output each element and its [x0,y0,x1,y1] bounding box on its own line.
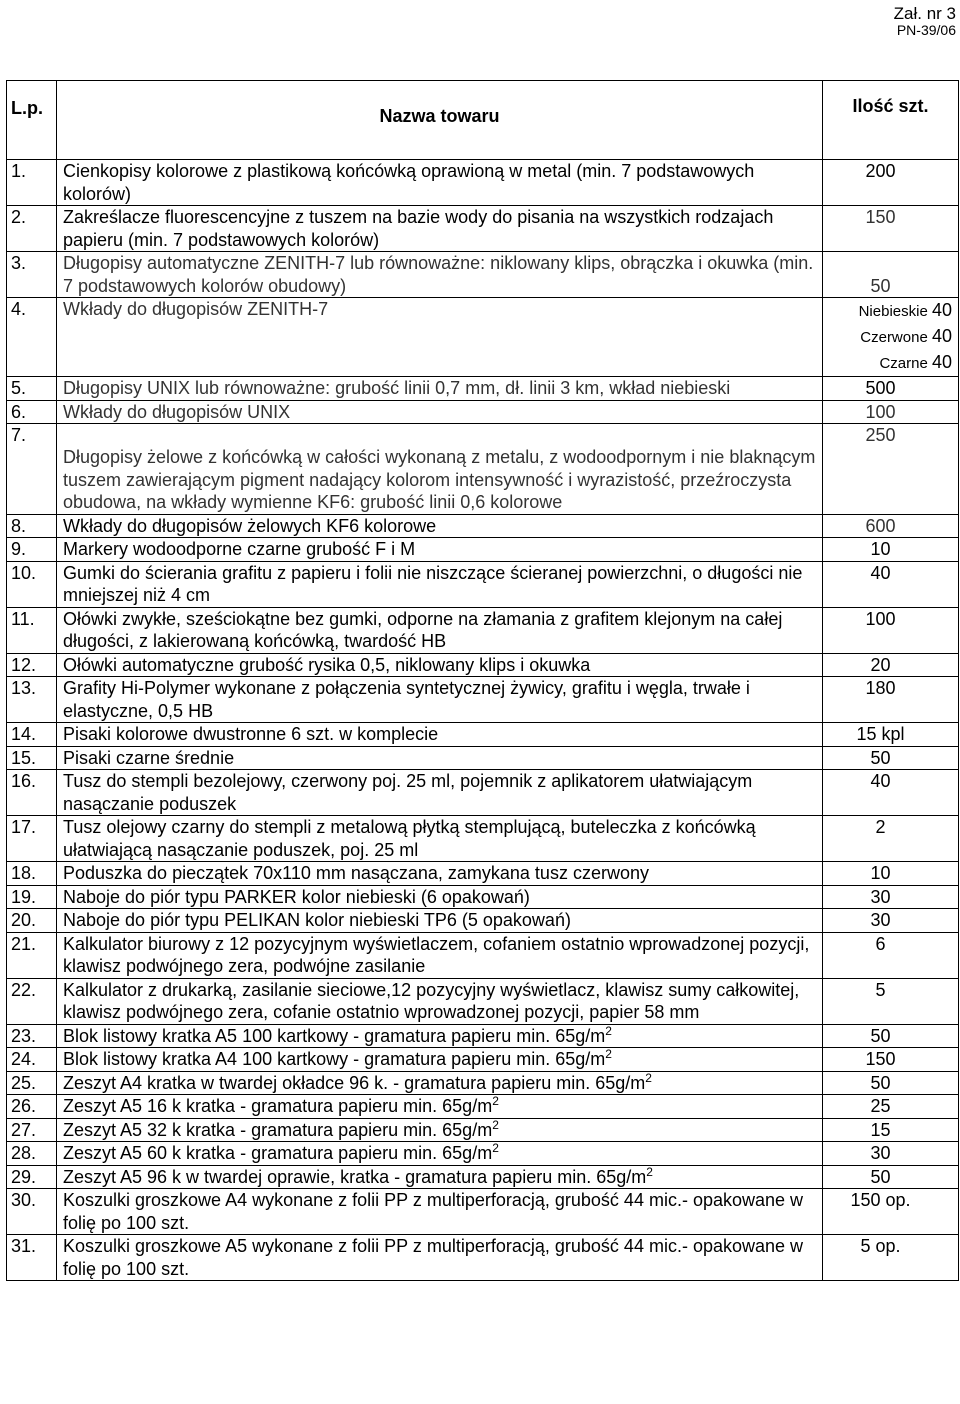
item-quantity: 10 [823,538,959,562]
quantity-value: 40 [931,352,952,372]
item-name-text: Koszulki groszkowe A5 wykonane z folii PP z multiperforacją, grubość 44 mic.- opakowane w folię po 100 szt. [63,1236,804,1279]
item-name-text: Ołówki zwykłe, sześciokątne bez gumki, odporne na złamania z grafitem klejonym na całej długości, z lakierowaną końcówką, twardość HB [63,608,783,651]
row-number: 8. [7,514,57,538]
item-name-text: Tusz olejowy czarny do stempli z metalową płytką stemplującą, buteleczka z końcówką ułatwiającą nasączanie poduszek, poj. 25 ml [63,817,756,860]
item-quantity: 100 [823,607,959,653]
row-number: 20. [7,909,57,933]
table-row [7,206,959,252]
item-quantity: 200 [823,160,959,206]
item-quantity: 50 [823,1024,959,1048]
row-number: 27. [7,1118,57,1142]
item-name [57,1142,823,1166]
item-name [57,1235,823,1281]
item-quantity: 40 [823,561,959,607]
table-row [7,298,959,377]
row-number: 6. [7,400,57,424]
item-name [57,816,823,862]
table-row [7,1142,959,1166]
item-quantity: 10 [823,862,959,886]
row-number: 13. [7,677,57,723]
item-name [57,538,823,562]
row-number: 22. [7,978,57,1024]
item-name [57,1165,823,1189]
item-quantity: 40 [823,770,959,816]
item-name-text: Pisaki czarne średnie [63,747,235,768]
item-name-text: Ołówki automatyczne grubość rysika 0,5, niklowany klips i okuwka [63,654,591,675]
table-row [7,1048,959,1072]
row-number: 25. [7,1071,57,1095]
table-row [7,607,959,653]
item-name [57,885,823,909]
item-name [57,1071,823,1095]
table-row [7,400,959,424]
superscript: 2 [492,1117,499,1132]
attachment-number: Zał. nr 3 [893,4,956,23]
row-number: 18. [7,862,57,886]
item-name [57,862,823,886]
item-name [57,978,823,1024]
row-number: 15. [7,746,57,770]
table-row [7,160,959,206]
row-number: 3. [7,252,57,298]
table-row [7,1095,959,1119]
table-row [7,1235,959,1281]
row-number: 21. [7,932,57,978]
row-number: 17. [7,816,57,862]
quantity-line [823,324,952,350]
table-row [7,932,959,978]
item-name [57,400,823,424]
item-quantity: 150 op. [823,1189,959,1235]
item-name [57,932,823,978]
superscript: 2 [492,1141,499,1155]
superscript: 2 [646,1164,653,1179]
item-name [57,514,823,538]
item-quantity: 600 [823,514,959,538]
row-number: 16. [7,770,57,816]
item-name-text: Blok listowy kratka A5 100 kartkowy - gramatura papieru min. 65g/m [63,1025,606,1046]
item-name [57,723,823,747]
quantity-label: Niebieskie [858,303,928,320]
row-number: 2. [7,206,57,252]
item-name-text: Zeszyt A5 32 k kratka - gramatura papieru min. 65g/m [63,1119,493,1140]
item-quantity: 150 [823,206,959,252]
item-name [57,206,823,252]
table-row [7,816,959,862]
table-row [7,1189,959,1235]
item-quantity: 5 [823,978,959,1024]
item-name [57,909,823,933]
item-quantity: 5 op. [823,1235,959,1281]
row-number: 24. [7,1048,57,1072]
item-quantity: 50 [823,252,959,298]
table-row [7,1071,959,1095]
table-row [7,1118,959,1142]
item-quantity: 20 [823,653,959,677]
item-name-text: Zeszyt A5 60 k kratka - gramatura papieru min. 65g/m [63,1143,493,1163]
item-name [57,677,823,723]
row-number: 7. [7,424,57,515]
item-quantity: 100 [823,400,959,424]
item-name-text: Długopisy UNIX lub równoważne: grubość linii 0,7 mm, dł. linii 3 km, wkład niebieski [63,378,731,398]
quantity-value: 40 [931,326,952,346]
item-quantity: 30 [823,909,959,933]
quantity-line [823,350,952,376]
table-header-row [7,81,959,160]
item-name-text: Naboje do piór typu PARKER kolor niebieski (6 opakowań) [63,886,530,907]
item-quantity: 15 kpl [823,723,959,747]
item-name [57,160,823,206]
item-name [57,770,823,816]
row-number: 1. [7,160,57,206]
item-name-text: Grafity Hi-Polymer wykonane z połączenia syntetycznej żywicy, grafitu i węgla, trwałe i elastyczne, 0,5 HB [63,678,750,721]
item-name-text: Zeszyt A5 96 k w twardej oprawie, kratka - gramatura papieru min. 65g/m [63,1166,647,1187]
quantity-label: Czarne [879,355,928,372]
item-name-text: Gumki do ścierania grafitu z papieru i folii nie niszczące ścieranej powierzchni, o długości nie mniejszej niż 4 cm [63,562,803,605]
superscript: 2 [492,1094,499,1108]
item-name [57,1118,823,1142]
table-row [7,538,959,562]
row-number: 14. [7,723,57,747]
item-quantity: 50 [823,1071,959,1095]
item-quantity: 150 [823,1048,959,1072]
table-row [7,424,959,515]
item-quantity: 2 [823,816,959,862]
item-name-text: Pisaki kolorowe dwustronne 6 szt. w komplecie [63,724,439,744]
column-header-name: Nazwa towaru [57,81,823,160]
superscript: 2 [605,1023,612,1038]
item-name [57,653,823,677]
table-row [7,653,959,677]
item-name [57,561,823,607]
item-name-text: Zakreślacze fluorescencyjne z tuszem na bazie wody do pisania na wszystkich rodzajach papieru (min. 7 podstawowych kolorów) [63,207,774,250]
table-row [7,746,959,770]
column-header-lp: L.p. [7,81,57,160]
row-number: 28. [7,1142,57,1166]
column-header-qty: Ilość szt. [823,81,959,160]
superscript: 2 [645,1070,652,1085]
table-row [7,862,959,886]
item-name-text: Tusz do stempli bezolejowy, czerwony poj. 25 ml, pojemnik z aplikatorem ułatwiającym nasączanie poduszek [63,771,753,814]
table-row [7,514,959,538]
row-number: 10. [7,561,57,607]
row-number: 19. [7,885,57,909]
row-number: 4. [7,298,57,377]
item-name [57,377,823,401]
row-number: 30. [7,1189,57,1235]
item-name-text: Zeszyt A5 16 k kratka - gramatura papieru min. 65g/m [63,1096,493,1116]
table-row [7,1165,959,1189]
item-quantity [823,298,959,377]
quantity-value: 40 [931,300,952,320]
table-row [7,978,959,1024]
table-row [7,1024,959,1048]
item-name-text: Poduszka do pieczątek 70x110 mm nasączana, zamykana tusz czerwony [63,863,649,883]
item-quantity: 180 [823,677,959,723]
row-number: 9. [7,538,57,562]
table-body [7,160,959,1281]
item-name-text: Cienkopisy kolorowe z plastikową końcówką oprawioną w metal (min. 7 podstawowych kolorów) [63,161,755,204]
item-name [57,1095,823,1119]
table-row [7,770,959,816]
table-row [7,723,959,747]
table-row [7,677,959,723]
table-row [7,252,959,298]
item-name [57,1048,823,1072]
item-name [57,252,823,298]
table-row [7,377,959,401]
item-name-text: Zeszyt A4 kratka w twardej okładce 96 k. - gramatura papieru min. 65g/m [63,1072,646,1093]
row-number: 26. [7,1095,57,1119]
item-name [57,1024,823,1048]
item-quantity: 250 [823,424,959,515]
item-name-text: Blok listowy kratka A4 100 kartkowy - gramatura papieru min. 65g/m [63,1049,606,1069]
item-quantity: 6 [823,932,959,978]
table-row [7,561,959,607]
item-name-text: Wkłady do długopisów UNIX [63,401,291,422]
row-number: 5. [7,377,57,401]
item-name [57,746,823,770]
item-name-text: Naboje do piór typu PELIKAN kolor niebieski TP6 (5 opakowań) [63,910,571,930]
item-name-text: Długopisy automatyczne ZENITH-7 lub równoważne: niklowany klips, obrączka i okuwka (min. 7 podstawowych kolorów obudowy) [63,253,814,296]
item-quantity: 25 [823,1095,959,1119]
item-name-text: Wkłady do długopisów żelowych KF6 kolorowe [63,515,437,536]
row-number: 11. [7,607,57,653]
superscript: 2 [605,1047,612,1061]
row-number: 12. [7,653,57,677]
item-name [57,607,823,653]
goods-table [6,80,959,1281]
table-row [7,885,959,909]
row-number: 29. [7,1165,57,1189]
item-name-text: Markery wodoodporne czarne grubość F i M [63,539,416,559]
item-quantity: 500 [823,377,959,401]
table-row [7,909,959,933]
item-name [57,298,823,377]
item-quantity: 50 [823,1165,959,1189]
item-name-text: Kalkulator z drukarką, zasilanie sieciowe,12 pozycyjny wyświetlacz, klawisz sumy całkowitej, klawisz podwójnego zera, cofanie ostatnio wprowadzonej pozycji, papier 58 mm [63,979,800,1022]
item-name-text: Koszulki groszkowe A4 wykonane z folii PP z multiperforacją, grubość 44 mic.- opakowane w folię po 100 szt. [63,1190,804,1233]
item-quantity: 30 [823,1142,959,1166]
item-name [57,424,823,515]
item-quantity: 30 [823,885,959,909]
row-number: 31. [7,1235,57,1281]
item-quantity: 15 [823,1118,959,1142]
quantity-line [823,298,952,324]
item-quantity: 50 [823,746,959,770]
row-number: 23. [7,1024,57,1048]
item-name-text: Wkłady do długopisów ZENITH-7 [63,299,329,319]
quantity-label: Czerwone [860,329,928,346]
item-name-text: Długopisy żelowe z końcówką w całości wykonaną z metalu, z wodoodpornym i nie blaknącym tuszem zawierającym pigment nadający kolorom intensywność i wyrazistość, przeźroczysta obudowa, na wkłady wymienne KF6: grubość linii 0,6 kolorowe [63,447,816,512]
item-name-text: Kalkulator biurowy z 12 pozycyjnym wyświetlaczem, cofaniem ostatnio wprowadzonej pozycji, klawisz podwójnego zera, podwójne zasilanie [63,933,810,976]
procedure-number: PN-39/06 [896,22,956,38]
item-name [57,1189,823,1235]
